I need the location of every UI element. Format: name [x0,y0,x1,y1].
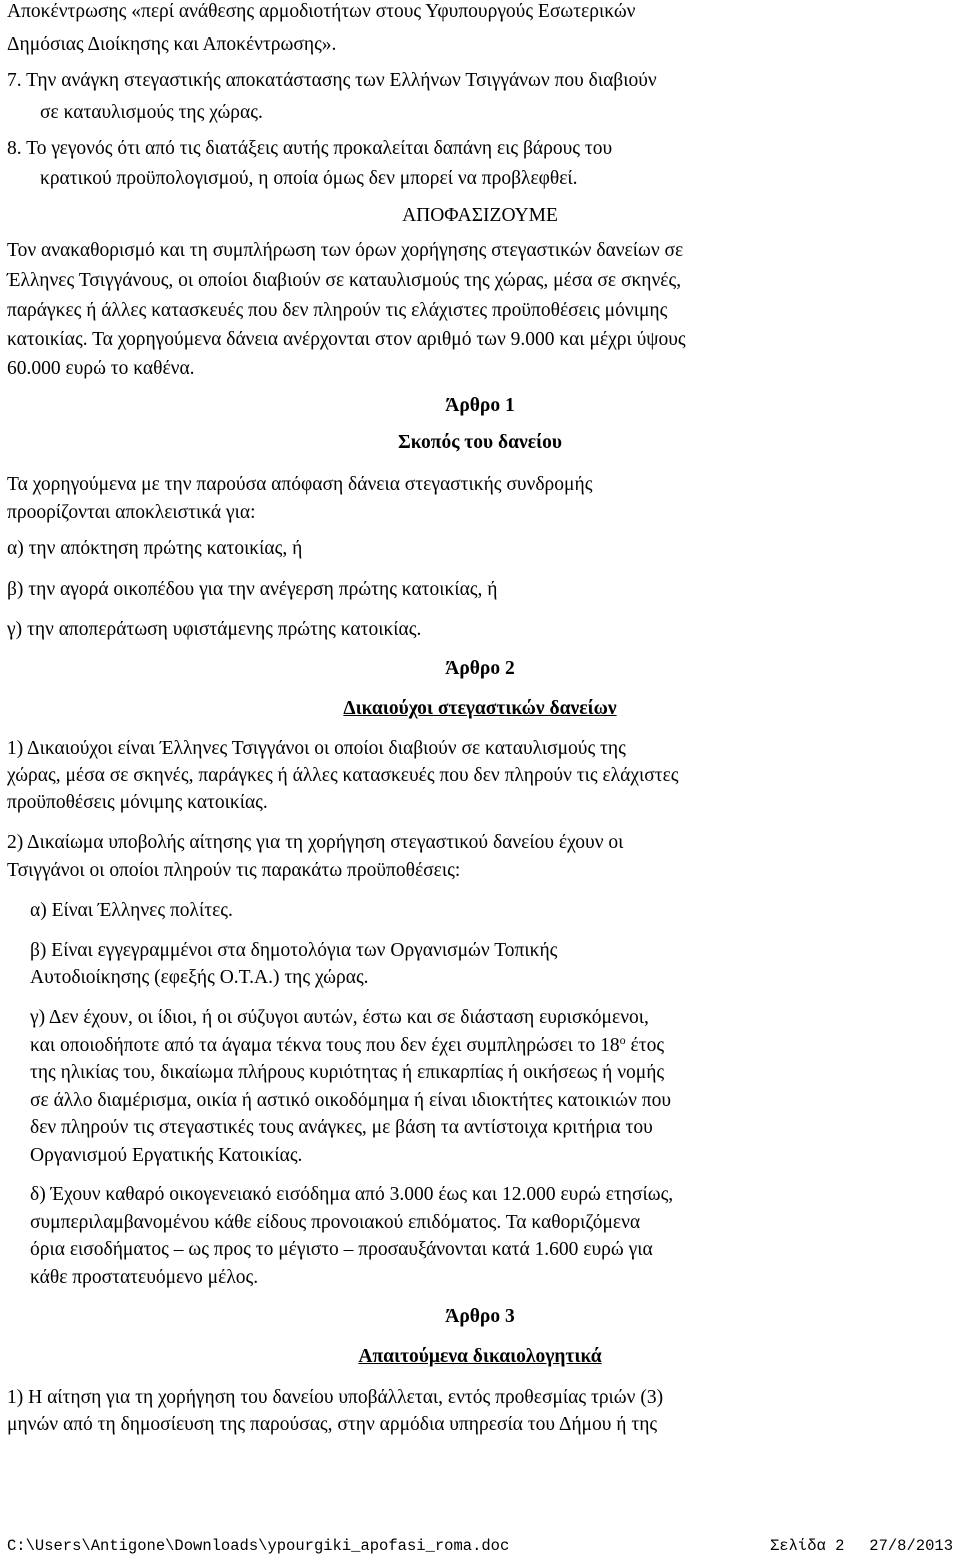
file-path: C:\Users\Antigone\Downloads\ypourgiki_apofasi_roma.doc [7,1537,510,1555]
paragraph-line: χώρας, μέσα σε σκηνές, παράγκες ή άλλες κατασκευές που δεν πληρούν τις ελάχιστες [7,765,679,786]
text-line: Αποκέντρωσης «περί ανάθεσης αρμοδιοτήτων στους Υφυπουργούς Εσωτερικών [7,1,636,22]
list-item: γ) Δεν έχουν, οι ίδιοι, ή οι σύζυγοι αυτών, έστω και σε διάσταση ευρισκόμενοι, [30,1007,649,1028]
list-item: γ) την αποπεράτωση υφιστάμενης πρώτης κατοικίας. [7,619,422,640]
paragraph-line: μηνών από τη δημοσίευση της παρούσας, στην αρμόδια υπηρεσία του Δήμου ή της [7,1414,658,1435]
paragraph-line: παράγκες ή άλλες κατασκευές που δεν πληρούν τις ελάχιστες προϋποθέσεις μόνιμης [7,300,668,321]
paragraph-line: 60.000 ευρώ το καθένα. [7,358,195,379]
paragraph-line: προϋποθέσεις μόνιμης κατοικίας. [7,792,268,813]
paragraph-line: προορίζονται αποκλειστικά για: [7,502,256,523]
article-3-title: Άρθρο 3 [445,1306,515,1327]
article-2-subtitle: Δικαιούχοι στεγαστικών δανείων [343,698,617,719]
paragraph-line: Έλληνες Τσιγγάνους, οι οποίοι διαβιούν σε καταυλισμούς της χώρας, μέσα σε σκηνές, [7,270,682,291]
list-item: β) Είναι εγγεγραμμένοι στα δημοτολόγια των Οργανισμών Τοπικής [30,940,558,961]
page-number: Σελίδα 2 [770,1537,845,1555]
footer-date: 27/8/2013 [869,1537,953,1555]
list-item-cont: όρια εισοδήματος – ως προς το μέγιστο – προσαυξάνονται κατά 1.600 ευρώ για [30,1239,653,1260]
article-1-title: Άρθρο 1 [445,395,515,416]
list-item-cont: δεν πληρούν τις στεγαστικές τους ανάγκες, με βάση τα αντίστοιχα κριτήρια του [30,1117,653,1138]
list-item: β) την αγορά οικοπέδου για την ανέγερση πρώτης κατοικίας, ή [7,579,498,600]
list-item-8-cont: κρατικού προϋπολογισμού, η οποία όμως δεν μπορεί να προβλεφθεί. [40,168,578,189]
paragraph-line: Τον ανακαθορισμό και τη συμπλήρωση των όρων χορήγησης στεγαστικών δανείων σε [7,240,684,261]
article-2-title: Άρθρο 2 [445,658,515,679]
article-3-subtitle: Απαιτούμενα δικαιολογητικά [358,1346,602,1367]
paragraph-line: 2) Δικαίωμα υποβολής αίτησης για τη χορήγηση στεγαστικού δανείου έχουν οι [7,832,624,853]
list-item: α) την απόκτηση πρώτης κατοικίας, ή [7,538,303,559]
paragraph-line: κατοικίας. Τα χορηγούμενα δάνεια ανέρχονται στον αριθμό των 9.000 και μέχρι ύψους [7,329,686,350]
list-item: α) Είναι Έλληνες πολίτες. [30,900,233,921]
list-item-7-cont: σε καταυλισμούς της χώρας. [40,102,263,123]
paragraph-line: 1) Δικαιούχοι είναι Έλληνες Τσιγγάνοι οι οποίοι διαβιούν σε καταυλισμούς της [7,738,626,759]
list-item-7: 7. Την ανάγκη στεγαστικής αποκατάστασης των Ελλήνων Τσιγγάνων που διαβιούν [7,70,657,91]
list-item-cont: σε άλλο διαμέρισμα, οικία ή αστικό οικοδόμημα ή είναι ιδιοκτήτες κατοικιών που [30,1090,672,1111]
superscript: ο [619,1033,626,1047]
article-1-subtitle: Σκοπός του δανείου [398,432,562,453]
decision-heading: ΑΠΟΦΑΣΙΖΟΥΜΕ [402,205,558,226]
text-span: και οποιοδήποτε από τα άγαμα τέκνα τους που δεν έχει συμπληρώσει το 18 [30,1035,620,1056]
list-item-cont [30,1034,664,1058]
text-line: Δημόσιας Διοίκησης και Αποκέντρωσης». [7,34,337,55]
text-span: έτος [625,1035,665,1056]
paragraph-line: Τα χορηγούμενα με την παρούσα απόφαση δάνεια στεγαστικής συνδρομής [7,474,593,495]
paragraph-line: 1) Η αίτηση για τη χορήγηση του δανείου υποβάλλεται, εντός προθεσμίας τριών (3) [7,1387,664,1408]
list-item-8: 8. Το γεγονός ότι από τις διατάξεις αυτής προκαλείται δαπάνη εις βάρους του [7,138,613,159]
list-item: δ) Έχουν καθαρό οικογενειακό εισόδημα από 3.000 έως και 12.000 ευρώ ετησίως, [30,1184,674,1205]
paragraph-line: Τσιγγάνοι οι οποίοι πληρούν τις παρακάτω προϋποθέσεις: [7,860,461,881]
list-item-cont: Αυτοδιοίκησης (εφεξής Ο.Τ.Α.) της χώρας. [30,967,369,988]
list-item-cont: της ηλικίας του, δικαίωμα πλήρους κυριότητας ή επικαρπίας ή οικήσεως ή νομής [30,1062,665,1083]
list-item-cont: Οργανισμού Εργατικής Κατοικίας. [30,1145,303,1166]
list-item-cont: κάθε προστατευόμενο μέλος. [30,1267,259,1288]
list-item-cont: συμπεριλαμβανομένου κάθε είδους προνοιακού επιδόματος. Τα καθοριζόμενα [30,1212,641,1233]
